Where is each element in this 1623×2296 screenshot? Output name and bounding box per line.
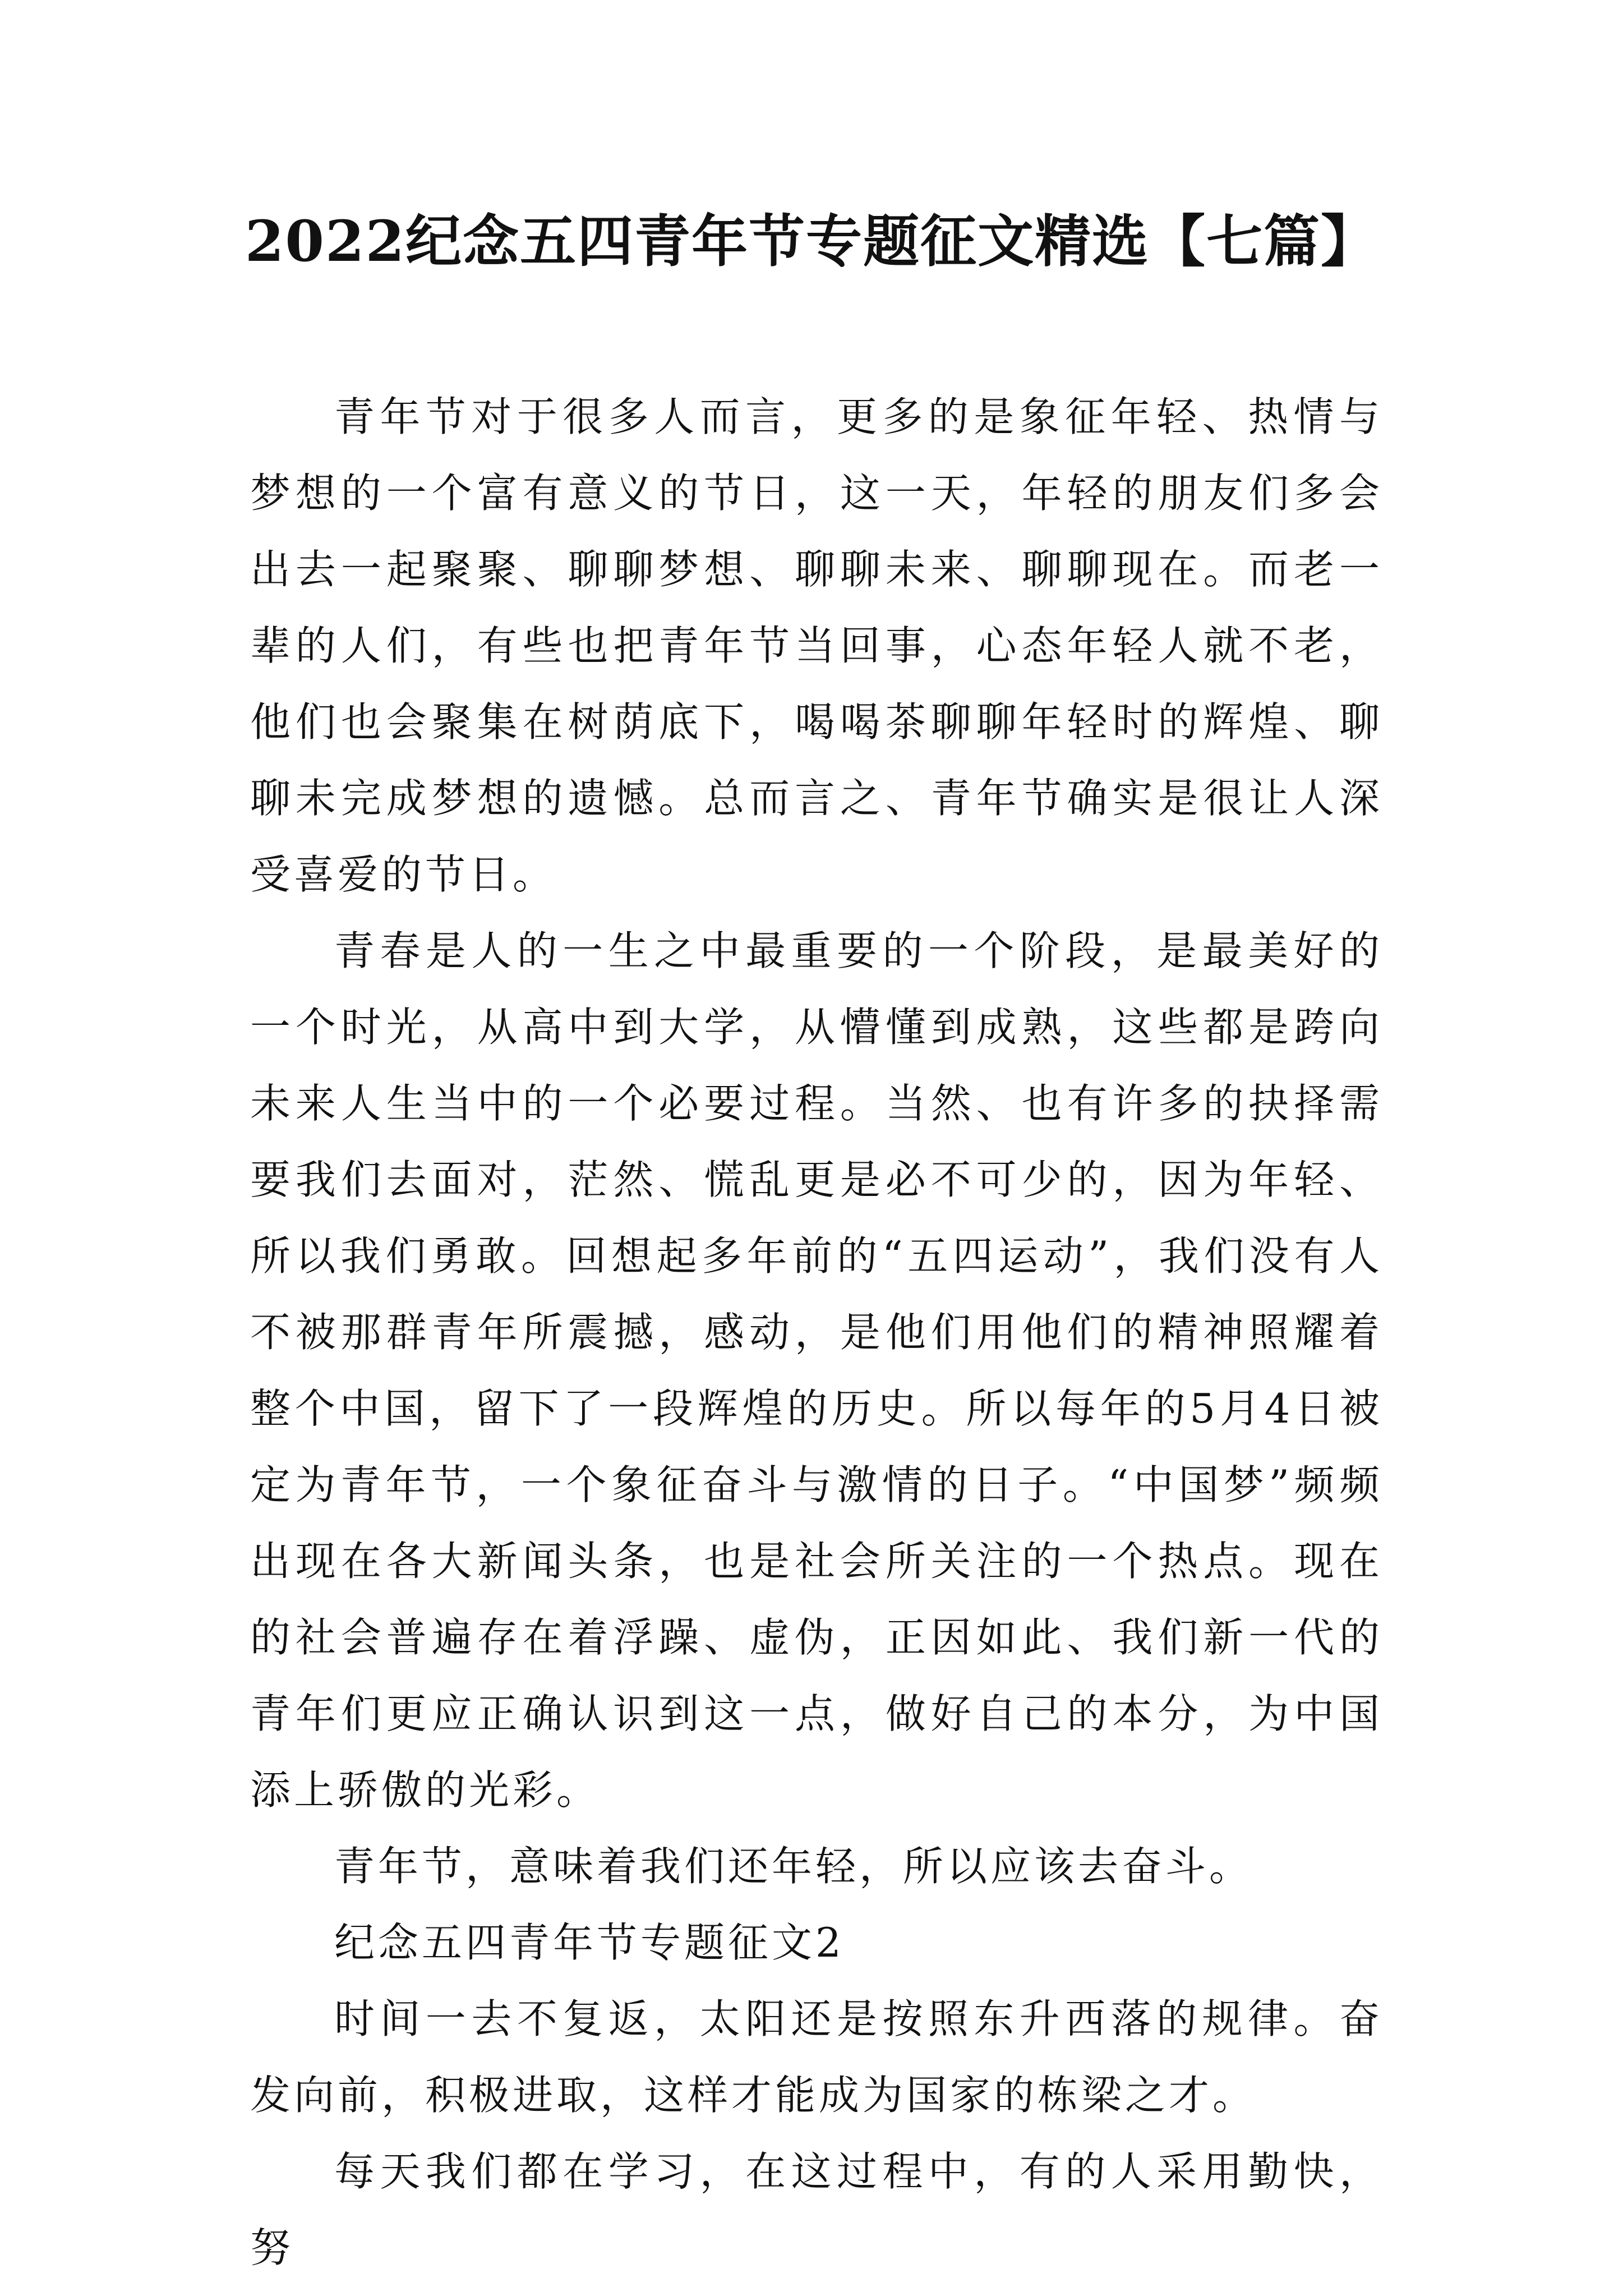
paragraph-youth: 青春是人的一生之中最重要的一个阶段，是最美好的一个时光，从高中到大学，从懵懂到成熟，这些都是跨向未来人生当中的一个必要过程。当然、也有许多的抉择需要我们去面对，茫然、慌乱更是必不可少的，因为年轻、所以我们勇敢。回想起多年前的“五四运动”，我们没有人不被那群青年所震撼，感动，是他们用他们的精神照耀着整个中国，留下了一段辉煌的历史。所以每年的5月4日被定为青年节，一个象征奋斗与激情的日子。“中国梦”频频出现在各大新闻头条，也是社会所关注的一个热点。现在的社会普遍存在着浮躁、虚伪，正因如此、我们新一代的青年们更应正确认识到这一点，做好自己的本分，为中国添上骄傲的光彩。 — [250, 927, 1383, 1814]
paragraph-intro: 青年节对于很多人而言，更多的是象征年轻、热情与梦想的一个富有意义的节日，这一天，年轻的朋友们多会出去一起聚聚、聊聊梦想、聊聊未来、聊聊现在。而老一辈的人们，有些也把青年节当回事，心态年轻人就不老，他们也会聚集在树荫底下，喝喝茶聊聊年轻时的辉煌、聊聊未完成梦想的遗憾。总而言之、青年节确实是很让人深受喜爱的节日。 — [250, 393, 1383, 898]
paragraph-study: 每天我们都在学习，在这过程中，有的人采用勤快，努 — [250, 2148, 1383, 2271]
paragraph-meaning: 青年节，意味着我们还年轻，所以应该去奋斗。 — [334, 1843, 1253, 1890]
paragraph-time: 时间一去不复返，太阳还是按照东升西落的规律。奋发向前，积极进取，这样才能成为国家的栋梁之才。 — [250, 1995, 1383, 2119]
document-title: 2022纪念五四青年节专题征文精选【七篇】 — [245, 208, 1378, 274]
section-heading-essay-2: 纪念五四青年节专题征文2 — [334, 1919, 845, 1966]
document-body — [250, 379, 1383, 2286]
